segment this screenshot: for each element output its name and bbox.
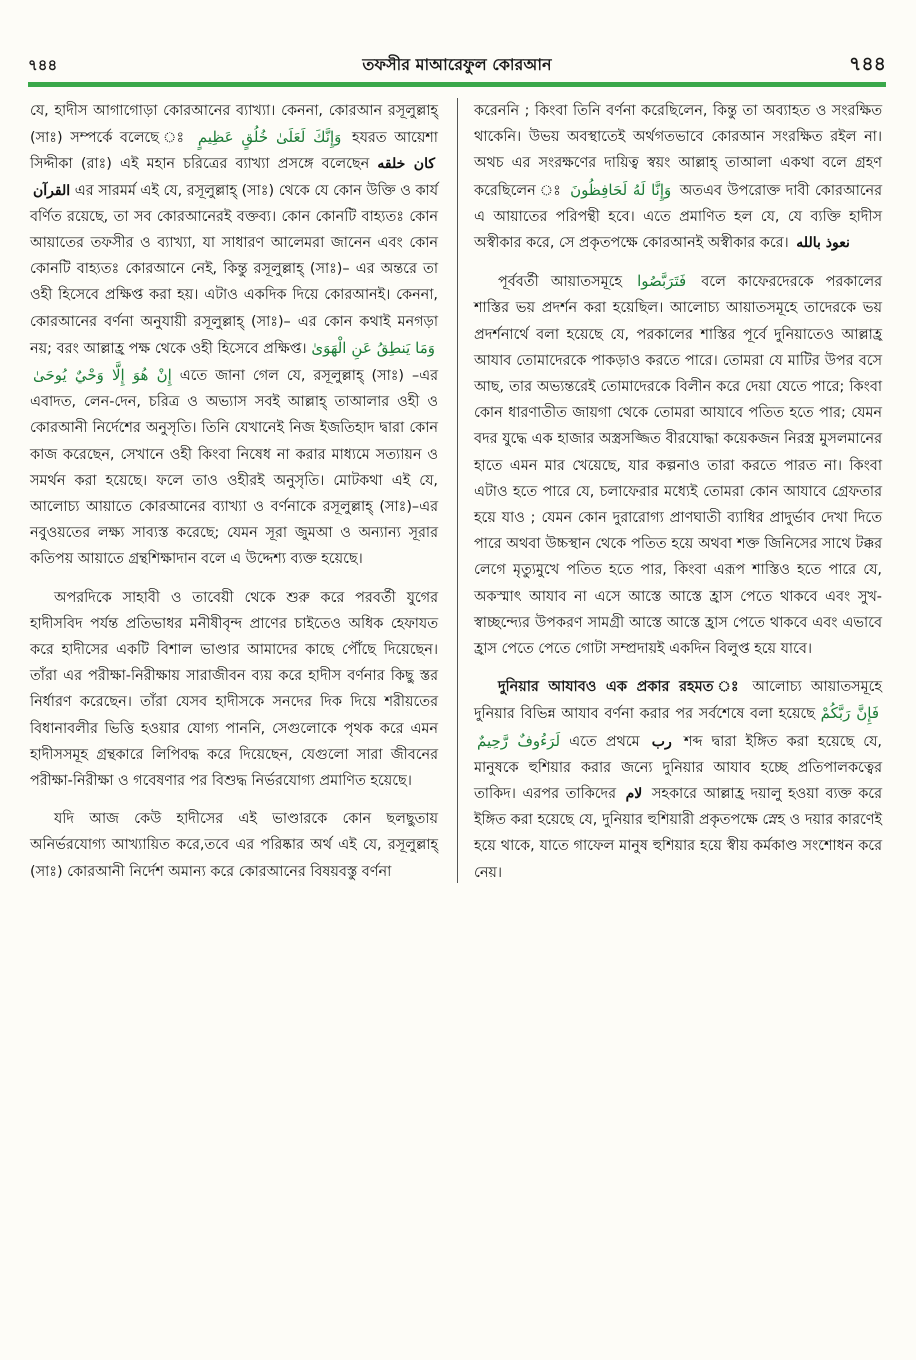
section-heading: দুনিয়ার আযাবও এক প্রকার রহমত ঃ [498, 679, 744, 696]
left-paragraph-3: যদি আজ কেউ হাদীসের এই ভাণ্ডারকে কোন ছলছুতায় অনির্ভরযোগ্য আখ্যায়িত করে,তবে এর পরিষ্কার অর্থ এই যে, রসূলুল্লাহ্ (সাঃ) কোরআনী নির্দেশ অমান্য করে কোরআনের বিষয়বস্তু বর্ণনা [30, 811, 438, 880]
arabic-word: رب [651, 733, 672, 750]
text-span: এতে প্রথমে [569, 733, 640, 750]
text-span: আলোচ্য আয়াতসমূহে দুনিয়ার বিভিন্ন আযাব বর্ণনা করার পর সর্বশেষে বলা হয়েছে [474, 679, 882, 723]
page-header [28, 48, 886, 78]
text-span: যে, হাদীস আগাগোড়া কোরআনের ব্যাখ্যা। কেননা, কোরআন রসূলুল্লাহ্ (সাঃ) সম্পর্কে বলেছে ঃ [30, 103, 438, 147]
right-paragraph-3 [474, 674, 882, 886]
text-span: সহকারে আল্লাহ্র দয়ালু হওয়া ব্যক্ত করে ইঙ্গিত করা হয়েছে যে, দুনিয়ার হুশিয়ারী প্রকৃতপক্ষে স্নেহ ও দয়ার কারণেই হয়ে থাকে, যাতে গাফেল মানুষ হুশিয়ার হয়ে স্বীয় কর্মকাণ্ড সংশোধন করে নেয়। [474, 786, 882, 881]
arabic-quote: كان خلقه القرآن [33, 156, 435, 199]
arabic-verse: وَإِنَّكَ لَعَلَىٰ خُلُقٍ عَظِيمٍ [197, 128, 342, 147]
text-span: এর সারমর্ম এই যে, রসূলুল্লাহ্ (সাঃ) থেকে যে কোন উক্তি ও কার্য বর্ণিত রয়েছে, তা সব কোরআনেরই বক্তব্য। কোন কোনটি বাহ্যতঃ কোন আয়াতের তফসীর ও ব্যাখ্যা, যা সাধারণ আলেমরা জানেন এবং কোন কোনটি বাহ্যতঃ কোরআনে নেই, কিন্তু রসূলুল্লাহ্ (সাঃ)– এর অন্তরে তা ওহী হিসেবে প্রক্ষিপ্ত করা হয়। এটাও একদিক দিয়ে কোরআনই। কেননা, কোরআনের বর্ণনা অনুযায়ী রসূলুল্লাহ্ (সাঃ)– এর কোন কথাই মনগড়া নয়; বরং আল্লাহ্র পক্ষ থেকে ওহী হিসেবে প্রক্ষিপ্ত। [30, 182, 439, 357]
text-span: পূর্ববর্তী আয়াতসমূহে [498, 274, 622, 291]
arabic-verse: وَمَا يَنطِقُ عَنِ الْهَوَىٰ إِنْ هُوَ إِلَّا وَحْيٌ يُوحَىٰ [33, 338, 435, 385]
right-paragraph-1 [474, 98, 882, 256]
page-number-left: ৭৪৪ [28, 56, 58, 74]
left-paragraph-2: অপরদিকে সাহাবী ও তাবেয়ী থেকে শুরু করে পরবর্তী যুগের হাদীসবিদ পর্যন্ত প্রতিভাধর মনীষীবৃন্দ প্রাণের চাইতেও অধিক হেফাযত করে হাদীসের একটি বিশাল ভাণ্ডার আমাদের কাছে পৌঁছে দিয়েছেন। তাঁরা এর পরীক্ষা-নিরীক্ষায় সারাজীবন ব্যয় করে হাদীস বর্ণনার কিছু স্তর নির্ধারণ করেছেন। তাঁরা যেসব হাদীসকে সনদের দিক দিয়ে শরীয়তের বিধানাবলীর ভিত্তি হওয়ার যোগ্য পাননি, সেগুলোকে পৃথক করে এমন হাদীসসমূহ গ্রন্থকারে লিপিবদ্ধ করে দিয়েছেন, যেগুলো সারা জীবনের পরীক্ষা-নিরীক্ষা ও গবেষণার পর বিশুদ্ধ নির্ভরযোগ্য প্রমাণিত হয়েছে। [30, 589, 438, 790]
text-span: বলে কাফেরদেরকে পরকালের শাস্তির ভয় প্রদর্শন করা হয়েছিল। আলোচ্য আয়াতসমূহে তাদেরকে ভয় প্রদর্শনার্থে বলা হয়েছে যে, পরকালের শাস্তির পূর্বে দুনিয়াতেও আল্লাহ্র আযাব তোমাদেরকে পাকড়াও করতে পারে। তোমরা যে মাটির উপর বসে আছ, তার অভ্যন্তরেই তোমাদেরকে বিলীন করে দেয়া যেতে পারে; কিংবা কোন ধারণাতীত জায়গা থেকে তোমরা আযাবে পতিত হতে পার; যেমন বদর যুদ্ধে এক হাজার অস্ত্রসজ্জিত বীরযোদ্ধা কয়েকজন নিরস্ত্র মুসলমানের হাতে এমন মার খেয়েছে, যার কল্পনাও তারা করতে পারত না। কিংবা এটাও হতে পারে যে, চলাফেরার মধ্যেই তোমরা কোন আযাবে গ্রেফতার হয়ে যাও ; যেমন কোন দুরারোগ্য প্রাণঘাতী ব্যাধির প্রাদুর্ভাব দেখা দিতে পারে অথবা উচ্চস্থান থেকে পতিত হয়ে অথবা শক্ত জিনিসের সাথে টক্কর লেগে মৃত্যুমুখে পতিত হতে পার, কিংবা এরূপ শাস্তিও হতে পারে যে, অকস্মাৎ আযাব না এসে আস্তে আস্তে হ্রাস পেতে থাকবে এবং সুখ-স্বাচ্ছন্দ্যের উপকরণ সামগ্রী আস্তে আস্তে হ্রাস পেতে থাকবে এবং এভাবে হ্রাস পেতে পেতে গোটা সম্প্রদায়ই একদিন বিলুপ্ত হয়ে যাবে। [474, 274, 882, 658]
arabic-verse: وَإِنَّا لَهُ لَحَافِظُونَ [570, 180, 672, 199]
right-column [474, 98, 882, 898]
arabic-verse: فَتَرَبَّصُوا [637, 272, 687, 291]
page-number-right: ৭৪৪ [848, 53, 886, 75]
right-paragraph-2 [474, 268, 882, 662]
text-span: অতএব উপরোক্ত দাবী কোরআনের এ আয়াতের পরিপন্থী হবে। এতে প্রমাণিত হল যে, যে ব্যক্তি হাদীস অস্বীকার করে, সে প্রকৃতপক্ষে কোরআনই অস্বীকার করে। [474, 182, 883, 252]
running-title: তফসীর মাআরেফুল কোরআন [362, 55, 552, 74]
text-span: হযরত আয়েশা সিদ্দীকা (রাঃ) এই মহান চরিত্রের ব্যাখ্যা প্রসঙ্গে বলেছেন [30, 130, 438, 173]
text-span: শব্দ দ্বারা ইঙ্গিত করা হয়েছে যে, মানুষকে হুশিয়ার করার জন্যে দুনিয়ার আযাব হচ্ছে প্রতিপালকত্বের তাকিদ। এরপর তাকিদের [474, 733, 882, 803]
column-divider [457, 98, 458, 883]
header-rule [28, 82, 886, 87]
arabic-phrase: نعوذ بالله [796, 235, 850, 252]
left-paragraph-1 [30, 98, 438, 573]
text-span: করেননি ; কিংবা তিনি বর্ণনা করেছিলেন, কিন্তু তা অব্যাহত ও সংরক্ষিত থাকেনি। উভয় অবস্থাতেই অর্থগতভাবে কোরআন সংরক্ষিত রইল না। অথচ এর সংরক্ষণের দায়িত্ব স্বয়ং আল্লাহ্ তাআলা একথা বলে গ্রহণ করেছিলেন ঃ [474, 103, 882, 199]
left-column [30, 98, 438, 897]
arabic-verse: فَإِنَّ رَبَّكُمْ لَرَءُوفٌ رَّحِيمٌ [477, 704, 880, 750]
text-span: এতে জানা গেল যে, রসূলুল্লাহ্ (সাঃ) –এর এবাদত, লেন-দেন, চরিত্র ও অভ্যাস সবই আল্লাহ্ তাআলার ওহী ও কোরআনী নির্দেশের অনুসৃতি। তিনি যেখানেই নিজ ইজতিহাদ দ্বারা কোন কাজ করেছেন, সেখানে ওহী কিংবা নিষেধ না করার মাধ্যমে সত্যায়ন ও সমর্থন করা হয়েছে। ফলে তাও ওহীরই অনুসৃতি। মোটকথা এই যে, আলোচ্য আয়াতে কোরআনের ব্যাখ্যা ও বর্ণনাকে রসূলুল্লাহ্ (সাঃ)–এর নবুওয়তের লক্ষ্য সাব্যস্ত করেছে; যেমন সূরা জুমআ ও অন্যান্য সূরার কতিপয় আয়াতে গ্রন্থশিক্ষাদান বলে এ উদ্দেশ্য ব্যক্ত হয়েছে। [30, 368, 439, 568]
arabic-word: لام [625, 786, 643, 803]
